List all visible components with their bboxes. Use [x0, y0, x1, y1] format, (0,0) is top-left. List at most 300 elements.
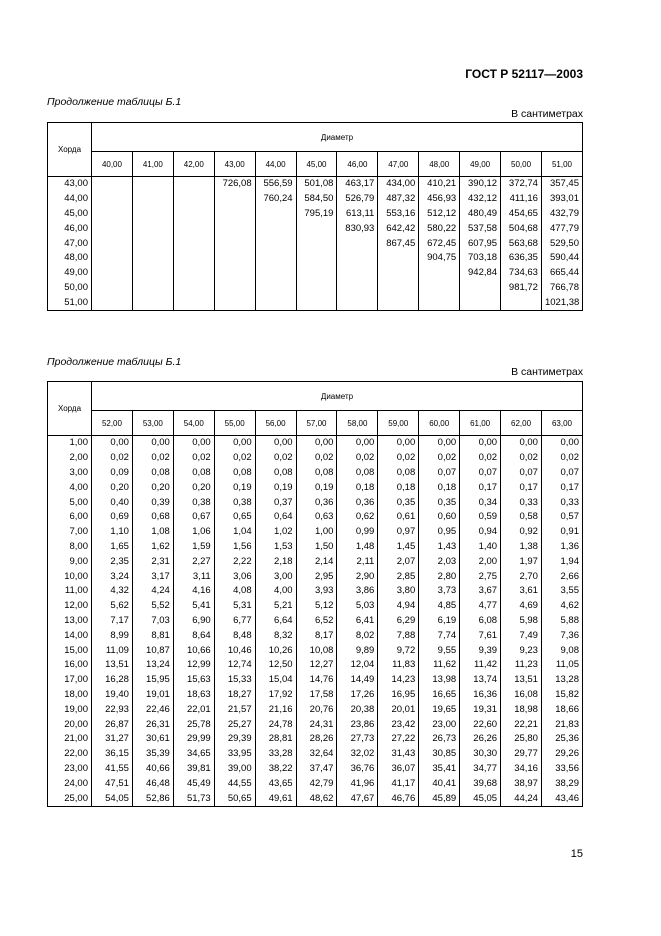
value-cell: 0,07	[419, 466, 460, 481]
value-cell: 27,22	[378, 732, 419, 747]
chord-cell: 15,00	[48, 643, 92, 658]
value-cell	[255, 295, 296, 310]
value-cell: 43,65	[255, 776, 296, 791]
value-cell: 16,95	[378, 688, 419, 703]
value-cell: 0,02	[255, 451, 296, 466]
value-cell	[419, 295, 460, 310]
value-cell: 504,68	[501, 221, 542, 236]
value-cell: 2,27	[173, 554, 214, 569]
value-cell: 39,00	[214, 762, 255, 777]
value-cell: 43,46	[541, 791, 582, 806]
column-header: 48,00	[419, 152, 460, 177]
value-cell: 39,81	[173, 762, 214, 777]
value-cell: 0,00	[501, 436, 542, 451]
value-cell: 6,41	[337, 614, 378, 629]
value-cell: 6,08	[460, 614, 501, 629]
value-cell: 1,43	[419, 540, 460, 555]
value-cell: 6,19	[419, 614, 460, 629]
value-cell: 2,31	[132, 554, 173, 569]
value-cell: 41,96	[337, 776, 378, 791]
value-cell: 5,88	[541, 614, 582, 629]
value-cell	[460, 281, 501, 296]
value-cell: 0,67	[173, 510, 214, 525]
chord-cell: 49,00	[48, 266, 92, 281]
value-cell	[132, 251, 173, 266]
table-row	[48, 762, 583, 777]
value-cell: 0,57	[541, 510, 582, 525]
table-row	[48, 702, 583, 717]
column-header: 58,00	[337, 411, 378, 436]
value-cell: 15,33	[214, 673, 255, 688]
table-row	[48, 554, 583, 569]
value-cell: 0,00	[541, 436, 582, 451]
value-cell	[92, 207, 133, 222]
units-label-2: В сантиметрах	[511, 366, 583, 378]
value-cell: 0,02	[173, 451, 214, 466]
value-cell: 3,06	[214, 569, 255, 584]
value-cell: 1,08	[132, 525, 173, 540]
value-cell: 0,00	[378, 436, 419, 451]
value-cell: 2,14	[296, 554, 337, 569]
value-cell: 556,59	[255, 177, 296, 192]
value-cell: 529,50	[541, 236, 582, 251]
value-cell	[92, 251, 133, 266]
table-row	[48, 658, 583, 673]
value-cell: 672,45	[419, 236, 460, 251]
value-cell: 6,77	[214, 614, 255, 629]
value-cell	[214, 266, 255, 281]
value-cell: 3,80	[378, 584, 419, 599]
column-header: 53,00	[132, 411, 173, 436]
value-cell: 434,00	[378, 177, 419, 192]
value-cell: 3,86	[337, 584, 378, 599]
value-cell: 5,62	[92, 599, 133, 614]
chord-cell: 50,00	[48, 281, 92, 296]
column-header: 56,00	[255, 411, 296, 436]
value-cell: 1,04	[214, 525, 255, 540]
value-cell: 357,45	[541, 177, 582, 192]
value-cell: 8,64	[173, 628, 214, 643]
value-cell: 9,55	[419, 643, 460, 658]
value-cell: 28,81	[255, 732, 296, 747]
value-cell: 26,26	[460, 732, 501, 747]
value-cell: 526,79	[337, 192, 378, 207]
value-cell: 16,65	[419, 688, 460, 703]
data-table-1	[47, 122, 583, 311]
value-cell	[173, 281, 214, 296]
value-cell: 4,94	[378, 599, 419, 614]
value-cell: 32,64	[296, 747, 337, 762]
value-cell	[92, 236, 133, 251]
value-cell: 9,39	[460, 643, 501, 658]
value-cell: 46,76	[378, 791, 419, 806]
value-cell: 0,36	[296, 495, 337, 510]
value-cell	[255, 236, 296, 251]
value-cell: 40,66	[132, 762, 173, 777]
value-cell: 24,78	[255, 717, 296, 732]
value-cell: 21,16	[255, 702, 296, 717]
table-row	[48, 436, 583, 451]
value-cell: 47,51	[92, 776, 133, 791]
value-cell	[132, 177, 173, 192]
value-cell: 0,18	[419, 480, 460, 495]
chord-cell: 19,00	[48, 702, 92, 717]
value-cell: 4,69	[501, 599, 542, 614]
value-cell: 38,97	[501, 776, 542, 791]
value-cell: 3,73	[419, 584, 460, 599]
value-cell	[214, 192, 255, 207]
table-row	[48, 177, 583, 192]
value-cell: 15,95	[132, 673, 173, 688]
value-cell: 607,95	[460, 236, 501, 251]
table-row	[48, 584, 583, 599]
value-cell: 0,35	[378, 495, 419, 510]
table-row	[48, 466, 583, 481]
value-cell: 0,00	[337, 436, 378, 451]
value-cell: 0,07	[460, 466, 501, 481]
value-cell	[378, 281, 419, 296]
chord-cell: 14,00	[48, 628, 92, 643]
value-cell: 38,29	[541, 776, 582, 791]
chord-cell: 1,00	[48, 436, 92, 451]
column-header: 55,00	[214, 411, 255, 436]
value-cell: 12,74	[214, 658, 255, 673]
chord-cell: 22,00	[48, 747, 92, 762]
value-cell: 50,65	[214, 791, 255, 806]
value-cell	[501, 295, 542, 310]
value-cell: 410,21	[419, 177, 460, 192]
value-cell: 40,41	[419, 776, 460, 791]
table-row	[48, 540, 583, 555]
value-cell: 0,38	[173, 495, 214, 510]
value-cell: 390,12	[460, 177, 501, 192]
value-cell: 8,99	[92, 628, 133, 643]
value-cell: 7,61	[460, 628, 501, 643]
table-row	[48, 688, 583, 703]
value-cell: 3,93	[296, 584, 337, 599]
value-cell: 13,51	[501, 673, 542, 688]
value-cell: 9,23	[501, 643, 542, 658]
value-cell: 0,07	[501, 466, 542, 481]
value-cell: 501,08	[296, 177, 337, 192]
value-cell	[173, 221, 214, 236]
value-cell: 613,11	[337, 207, 378, 222]
value-cell: 0,36	[337, 495, 378, 510]
chord-cell: 11,00	[48, 584, 92, 599]
column-header: 61,00	[460, 411, 501, 436]
column-header: 50,00	[501, 152, 542, 177]
value-cell: 36,07	[378, 762, 419, 777]
value-cell: 1021,38	[541, 295, 582, 310]
value-cell: 10,87	[132, 643, 173, 658]
table-row	[48, 673, 583, 688]
value-cell: 2,80	[419, 569, 460, 584]
value-cell	[214, 221, 255, 236]
value-cell: 580,22	[419, 221, 460, 236]
table-caption-1: Продолжение таблицы Б.1	[47, 96, 182, 108]
value-cell: 25,27	[214, 717, 255, 732]
chord-cell: 2,00	[48, 451, 92, 466]
column-header: 44,00	[255, 152, 296, 177]
value-cell: 0,02	[541, 451, 582, 466]
value-cell: 0,17	[460, 480, 501, 495]
value-cell: 18,66	[541, 702, 582, 717]
value-cell	[296, 266, 337, 281]
value-cell: 3,17	[132, 569, 173, 584]
value-cell: 30,61	[132, 732, 173, 747]
value-cell: 0,20	[92, 480, 133, 495]
value-cell	[337, 281, 378, 296]
value-cell: 25,36	[541, 732, 582, 747]
standard-code: ГОСТ Р 52117—2003	[465, 67, 583, 81]
value-cell: 29,99	[173, 732, 214, 747]
table-row	[48, 480, 583, 495]
value-cell: 2,07	[378, 554, 419, 569]
value-cell: 21,83	[541, 717, 582, 732]
value-cell: 1,48	[337, 540, 378, 555]
value-cell: 0,99	[337, 525, 378, 540]
value-cell: 45,05	[460, 791, 501, 806]
value-cell: 0,91	[541, 525, 582, 540]
row-header-chord: Хорда	[48, 123, 92, 177]
value-cell: 0,20	[173, 480, 214, 495]
value-cell: 0,37	[255, 495, 296, 510]
value-cell: 49,61	[255, 791, 296, 806]
value-cell: 2,00	[460, 554, 501, 569]
table-row	[48, 295, 583, 310]
value-cell: 14,49	[337, 673, 378, 688]
value-cell: 13,24	[132, 658, 173, 673]
value-cell	[173, 266, 214, 281]
value-cell: 4,62	[541, 599, 582, 614]
value-cell: 12,04	[337, 658, 378, 673]
column-header: 60,00	[419, 411, 460, 436]
value-cell: 22,93	[92, 702, 133, 717]
value-cell: 19,65	[419, 702, 460, 717]
value-cell: 36,15	[92, 747, 133, 762]
value-cell: 6,29	[378, 614, 419, 629]
value-cell: 393,01	[541, 192, 582, 207]
value-cell: 4,08	[214, 584, 255, 599]
value-cell: 45,89	[419, 791, 460, 806]
value-cell: 590,44	[541, 251, 582, 266]
value-cell: 52,86	[132, 791, 173, 806]
chord-cell: 45,00	[48, 207, 92, 222]
table-row	[48, 569, 583, 584]
value-cell	[255, 207, 296, 222]
value-cell: 13,74	[460, 673, 501, 688]
value-cell: 11,05	[541, 658, 582, 673]
value-cell: 8,48	[214, 628, 255, 643]
value-cell: 12,27	[296, 658, 337, 673]
value-cell: 0,38	[214, 495, 255, 510]
value-cell: 26,73	[419, 732, 460, 747]
value-cell: 6,90	[173, 614, 214, 629]
value-cell	[214, 251, 255, 266]
value-cell: 5,52	[132, 599, 173, 614]
data-table-2	[47, 381, 583, 807]
value-cell: 2,70	[501, 569, 542, 584]
value-cell	[173, 236, 214, 251]
value-cell: 21,57	[214, 702, 255, 717]
value-cell: 766,78	[541, 281, 582, 296]
value-cell	[173, 177, 214, 192]
value-cell: 13,28	[541, 673, 582, 688]
value-cell: 19,01	[132, 688, 173, 703]
value-cell	[173, 207, 214, 222]
value-cell	[378, 266, 419, 281]
value-cell: 3,11	[173, 569, 214, 584]
value-cell: 11,09	[92, 643, 133, 658]
value-cell: 24,31	[296, 717, 337, 732]
value-cell	[132, 295, 173, 310]
value-cell: 0,00	[132, 436, 173, 451]
value-cell: 0,69	[92, 510, 133, 525]
group-header-diameter: Диаметр	[92, 382, 583, 411]
value-cell: 0,00	[419, 436, 460, 451]
value-cell: 0,34	[460, 495, 501, 510]
value-cell: 0,00	[296, 436, 337, 451]
value-cell: 34,16	[501, 762, 542, 777]
column-header: 42,00	[173, 152, 214, 177]
value-cell: 10,08	[296, 643, 337, 658]
value-cell: 1,00	[296, 525, 337, 540]
value-cell: 0,00	[460, 436, 501, 451]
value-cell: 33,56	[541, 762, 582, 777]
value-cell: 1,97	[501, 554, 542, 569]
value-cell: 14,23	[378, 673, 419, 688]
table-row	[48, 221, 583, 236]
value-cell: 0,18	[337, 480, 378, 495]
value-cell: 18,27	[214, 688, 255, 703]
value-cell: 795,19	[296, 207, 337, 222]
value-cell: 0,33	[501, 495, 542, 510]
value-cell	[173, 192, 214, 207]
value-cell: 7,36	[541, 628, 582, 643]
value-cell: 35,41	[419, 762, 460, 777]
value-cell: 0,61	[378, 510, 419, 525]
value-cell: 30,30	[460, 747, 501, 762]
value-cell: 11,83	[378, 658, 419, 673]
value-cell: 15,63	[173, 673, 214, 688]
value-cell: 34,77	[460, 762, 501, 777]
value-cell: 830,93	[337, 221, 378, 236]
chord-cell: 46,00	[48, 221, 92, 236]
table-row	[48, 791, 583, 806]
value-cell: 703,18	[460, 251, 501, 266]
value-cell: 29,77	[501, 747, 542, 762]
value-cell: 39,68	[460, 776, 501, 791]
table-row	[48, 236, 583, 251]
value-cell: 867,45	[378, 236, 419, 251]
value-cell	[92, 221, 133, 236]
value-cell: 0,09	[92, 466, 133, 481]
value-cell: 34,65	[173, 747, 214, 762]
value-cell: 23,86	[337, 717, 378, 732]
value-cell: 2,85	[378, 569, 419, 584]
value-cell: 0,08	[296, 466, 337, 481]
value-cell: 2,03	[419, 554, 460, 569]
column-header: 45,00	[296, 152, 337, 177]
value-cell: 42,79	[296, 776, 337, 791]
value-cell: 23,00	[419, 717, 460, 732]
value-cell: 1,45	[378, 540, 419, 555]
column-header: 54,00	[173, 411, 214, 436]
table-row	[48, 281, 583, 296]
value-cell: 1,40	[460, 540, 501, 555]
value-cell: 4,32	[92, 584, 133, 599]
column-header: 57,00	[296, 411, 337, 436]
value-cell: 0,19	[296, 480, 337, 495]
value-cell	[460, 295, 501, 310]
table-row	[48, 251, 583, 266]
value-cell: 32,02	[337, 747, 378, 762]
value-cell: 7,74	[419, 628, 460, 643]
value-cell: 1,59	[173, 540, 214, 555]
value-cell: 23,42	[378, 717, 419, 732]
value-cell: 3,24	[92, 569, 133, 584]
value-cell: 54,05	[92, 791, 133, 806]
value-cell: 33,95	[214, 747, 255, 762]
value-cell	[214, 207, 255, 222]
value-cell: 41,55	[92, 762, 133, 777]
chord-cell: 8,00	[48, 540, 92, 555]
value-cell: 4,85	[419, 599, 460, 614]
value-cell	[419, 266, 460, 281]
page-number: 15	[570, 848, 583, 860]
value-cell	[214, 281, 255, 296]
chord-cell: 6,00	[48, 510, 92, 525]
value-cell: 5,12	[296, 599, 337, 614]
value-cell	[337, 295, 378, 310]
chord-cell: 10,00	[48, 569, 92, 584]
value-cell: 10,26	[255, 643, 296, 658]
column-header: 43,00	[214, 152, 255, 177]
value-cell: 30,85	[419, 747, 460, 762]
value-cell: 477,79	[541, 221, 582, 236]
column-header: 49,00	[460, 152, 501, 177]
value-cell: 0,94	[460, 525, 501, 540]
value-cell: 22,46	[132, 702, 173, 717]
value-cell: 35,39	[132, 747, 173, 762]
value-cell: 29,39	[214, 732, 255, 747]
value-cell: 12,50	[255, 658, 296, 673]
value-cell: 981,72	[501, 281, 542, 296]
value-cell: 1,56	[214, 540, 255, 555]
value-cell: 0,08	[173, 466, 214, 481]
table-row	[48, 776, 583, 791]
value-cell: 15,82	[541, 688, 582, 703]
value-cell	[296, 251, 337, 266]
value-cell: 0,08	[132, 466, 173, 481]
value-cell: 0,33	[541, 495, 582, 510]
value-cell: 10,66	[173, 643, 214, 658]
value-cell: 1,53	[255, 540, 296, 555]
value-cell: 0,02	[92, 451, 133, 466]
chord-cell: 3,00	[48, 466, 92, 481]
chord-cell: 12,00	[48, 599, 92, 614]
value-cell: 11,42	[460, 658, 501, 673]
value-cell: 22,60	[460, 717, 501, 732]
value-cell: 0,00	[255, 436, 296, 451]
chord-cell: 16,00	[48, 658, 92, 673]
column-header: 47,00	[378, 152, 419, 177]
table-row	[48, 747, 583, 762]
value-cell	[419, 281, 460, 296]
value-cell: 0,07	[541, 466, 582, 481]
value-cell	[255, 221, 296, 236]
chord-cell: 24,00	[48, 776, 92, 791]
